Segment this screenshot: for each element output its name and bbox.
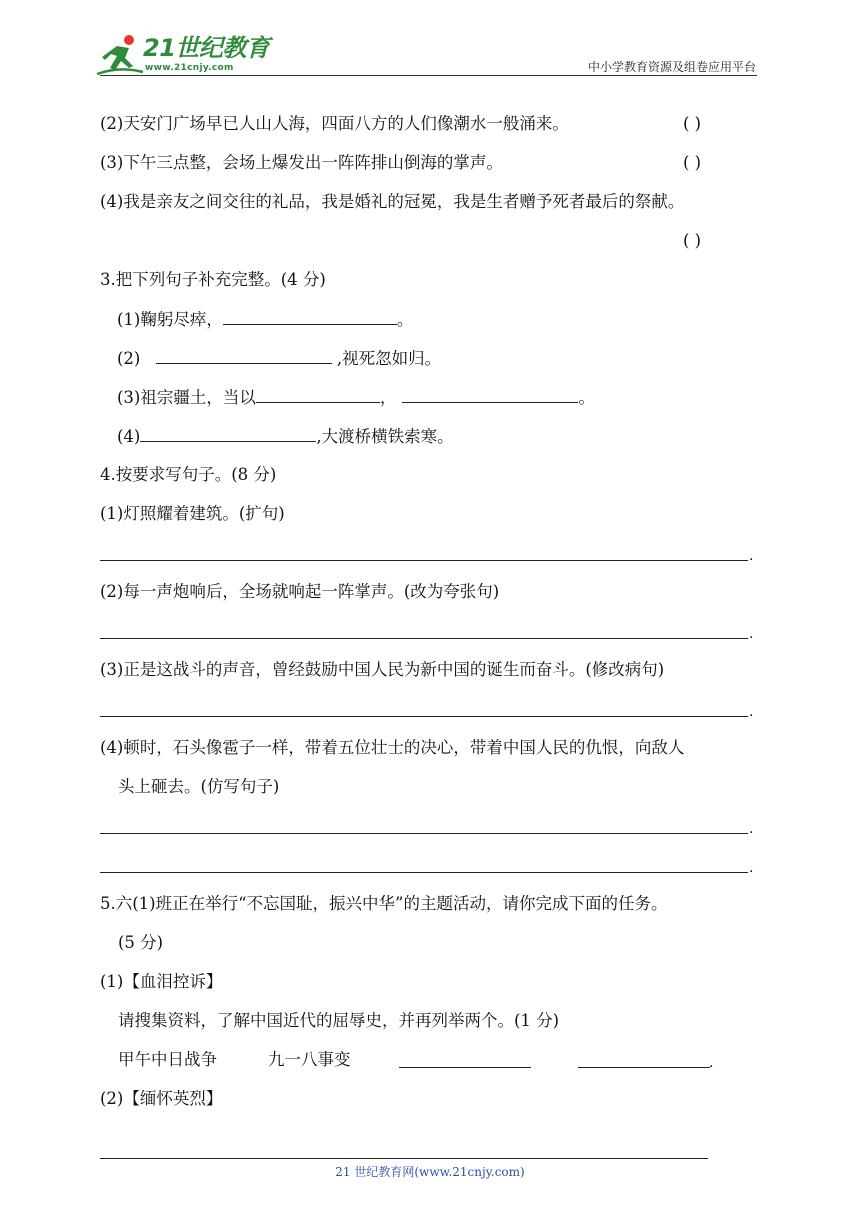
q4-item-3-dot: . [749,704,754,720]
q3-item-3: (3)祖宗疆土，当以 ， 。 [117,388,595,407]
q5-end-dot: . [709,1055,714,1071]
q2-item-4: (4)我是亲友之间交往的礼品，我是婚礼的冠冕，我是生者赠予死者最后的祭献。 [100,192,685,211]
q3-item-1: (1)鞠躬尽瘁， 。 [117,310,414,329]
q2-item-4-answer-paren[interactable]: ( ) [683,231,702,250]
q5-title-line-2: (5 分) [118,933,164,952]
q2-item-3-answer-paren[interactable]: ( ) [683,153,702,172]
q3-title: 3.把下列句子补充完整。(4 分) [100,270,326,289]
q4-item-2: (2)每一声炮响后，全场就响起一阵掌声。(改为夸张句) [100,582,500,601]
q4-item-2-answer-line[interactable] [100,638,748,639]
q4-item-4-dot-1: . [749,821,754,837]
q3-item-1-blank[interactable] [223,308,397,325]
q4-item-2-dot: . [749,626,754,642]
q3-item-3-blank-2[interactable] [402,386,578,403]
q3-item-4-blank[interactable] [140,425,316,442]
q5-sub1-title: (1)【血泪控诉】 [100,972,223,991]
q3-item-2: (2) ,视死忽如归。 [117,349,442,368]
header-divider [100,75,757,76]
q4-item-3-answer-line[interactable] [100,716,748,717]
q5-title-line-1: 5.六(1)班正在举行“不忘国耻，振兴中华”的主题活动，请你完成下面的任务。 [100,894,668,913]
q3-item-4: (4) ,大渡桥横铁索寒。 [117,427,454,446]
logo-url: www.21cnjy.com [145,63,234,73]
q4-item-4-line-2: 头上砸去。(仿写句子) [118,777,280,796]
q5-answer-blank-2[interactable] [578,1067,710,1068]
q4-item-4-answer-line-1[interactable] [100,833,748,834]
q5-sub2-title: (2)【缅怀英烈】 [100,1089,223,1108]
logo-text: 21世纪教育 [143,34,270,62]
q5-sub1-prompt: 请搜集资料，了解中国近代的屈辱史，并再列举两个。(1 分) [118,1011,560,1030]
q2-item-3: (3)下午三点整，会场上爆发出一阵阵排山倒海的掌声。 [100,153,503,172]
q4-item-4-dot-2: . [749,860,754,876]
q4-item-1: (1)灯照耀着建筑。(扩句) [100,504,285,523]
q3-item-3-blank-1[interactable] [256,386,380,403]
q4-item-1-dot: . [749,548,754,564]
q4-item-4-line-1: (4)顿时，石头像雹子一样，带着五位壮士的决心，带着中国人民的仇恨，向敌人 [100,738,685,757]
footer-site-text: 21 世纪教育网(www.21cnjy.com) [335,1165,525,1179]
q2-item-2-answer-paren[interactable]: ( ) [683,114,702,133]
footer-divider [100,1158,708,1159]
q5-example-1: 甲午中日战争 [118,1050,217,1069]
site-logo [95,32,270,78]
q4-item-1-answer-line[interactable] [100,560,748,561]
q3-item-2-blank[interactable] [156,347,332,364]
q4-item-3: (3)正是这战斗的声音，曾经鼓励中国人民为新中国的诞生而奋斗。(修改病句) [100,660,665,679]
q5-example-2: 九一八事变 [268,1050,351,1069]
q4-item-4-answer-line-2[interactable] [100,872,748,873]
header-platform-text: 中小学教育资源及组卷应用平台 [587,60,756,74]
q2-item-2: (2)天安门广场早已人山人海，四面八方的人们像潮水一般涌来。 [100,114,569,133]
q5-answer-blank-1[interactable] [399,1067,531,1068]
runner-logo-icon [95,32,145,78]
q4-title: 4.按要求写句子。(8 分) [100,465,277,484]
